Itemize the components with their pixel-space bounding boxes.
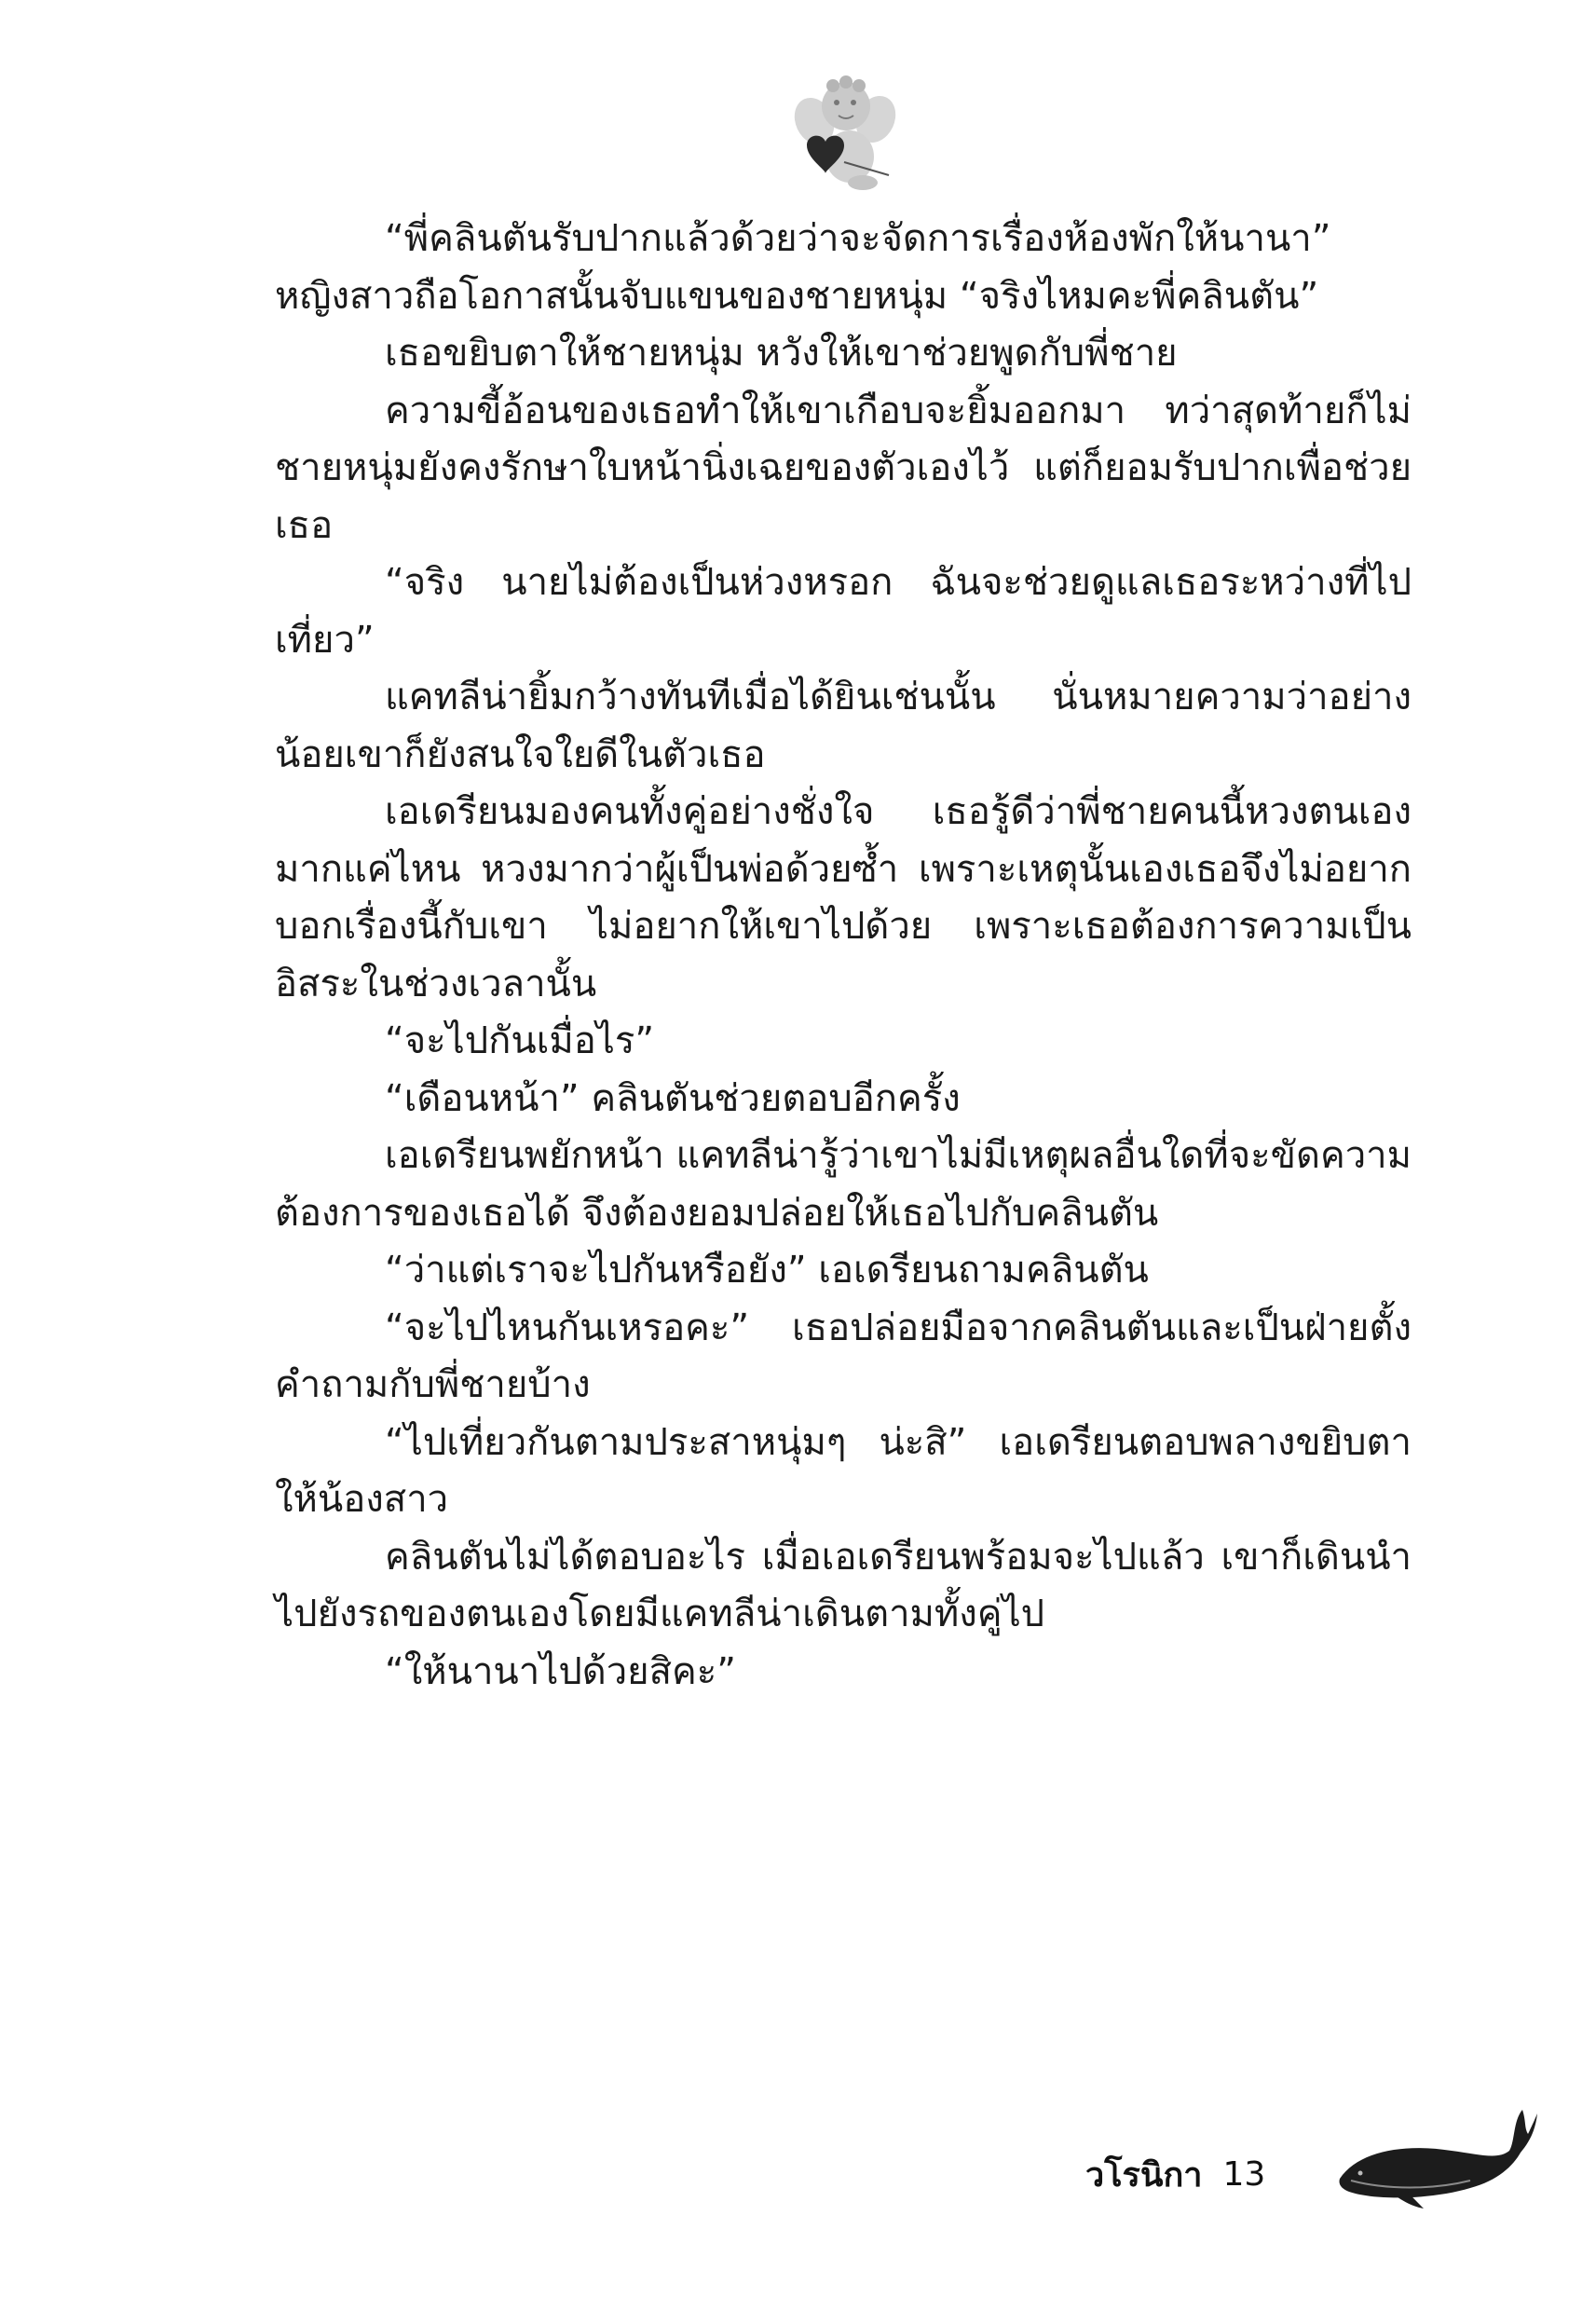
paragraph: “เดือนหน้า” คลินตันช่วยตอบอีกครั้ง — [385, 1076, 961, 1120]
paragraph: “พี่คลินตันรับปากแล้วด้วยว่าจะจัดการเรื่องห้องพักให้นานา” หญิงสาวถือโอกาสนั้นจับแขนของชายหนุ่ม “จริงไหมคะพี่คลินตัน” — [275, 217, 1331, 318]
paragraph: เอเดรียนพยักหน้า แคทลีน่ารู้ว่าเขาไม่มีเหตุผลอื่นใดที่จะขัดความต้องการของเธอได้ จึงต้องยอมปล่อยให้เธอไปกับคลินตัน — [275, 1134, 1412, 1235]
paragraph: เธอขยิบตาให้ชายหนุ่ม หวังให้เขาช่วยพูดกับพี่ชาย — [385, 332, 1178, 375]
paragraph: “ไปเที่ยวกันตามประสาหนุ่มๆ น่ะสิ” เอเดรียนตอบพลางขยิบตาให้น้องสาว — [275, 1420, 1412, 1521]
paragraph: แคทลีน่ายิ้มกว้างทันทีเมื่อได้ยินเช่นนั้น นั่นหมายความว่าอย่างน้อยเขาก็ยังสนใจใยดีในตัวเธอ — [275, 676, 1412, 776]
cherub-with-heart-icon — [788, 73, 900, 194]
paragraph: “จะไปไหนกันเหรอคะ” เธอปล่อยมือจากคลินตันและเป็นฝ่ายตั้งคำถามกับพี่ชายบ้าง — [275, 1306, 1412, 1406]
paragraph: “จะไปกันเมื่อไร” — [385, 1019, 655, 1062]
author-name: วโรนิกา — [1085, 2155, 1203, 2195]
page-body — [275, 211, 1412, 1701]
paragraph: “ให้นานาไปด้วยสิคะ” — [385, 1649, 736, 1693]
whale-icon — [1330, 2076, 1540, 2214]
paragraph: คลินตันไม่ได้ตอบอะไร เมื่อเอเดรียนพร้อมจะไปแล้ว เขาก็เดินนำไปยังรถของตนเองโดยมีแคทลีน่าเดินตามทั้งคู่ไป — [275, 1535, 1412, 1635]
paragraph: เอเดรียนมองคนทั้งคู่อย่างชั่งใจ เธอรู้ดีว่าพี่ชายคนนี้หวงตนเองมากแค่ไหน หวงมากว่าผู้เป็นพ่อด้วยซ้ำ เพราะเหตุนั้นเองเธอจึงไม่อยากบอกเรื่องนี้กับเขา ไม่อยากให้เขาไปด้วย เพราะเธอต้องการความเป็นอิสระในช่วงเวลานั้น — [275, 790, 1412, 1005]
paragraph: ความขี้อ้อนของเธอทำให้เขาเกือบจะยิ้มออกมา ทว่าสุดท้ายก็ไม่ ชายหนุ่มยังคงรักษาใบหน้านิ่งเฉยของตัวเองไว้ แต่ก็ยอมรับปากเพื่อช่วยเธอ — [275, 389, 1412, 547]
paragraph: “ว่าแต่เราจะไปกันหรือยัง” เอเดรียนถามคลินตัน — [385, 1249, 1149, 1292]
page-footer — [1085, 2146, 1265, 2202]
page-number: 13 — [1222, 2154, 1266, 2194]
paragraph: “จริง นายไม่ต้องเป็นห่วงหรอก ฉันจะช่วยดูแลเธอระหว่างที่ไปเที่ยว” — [275, 561, 1412, 662]
